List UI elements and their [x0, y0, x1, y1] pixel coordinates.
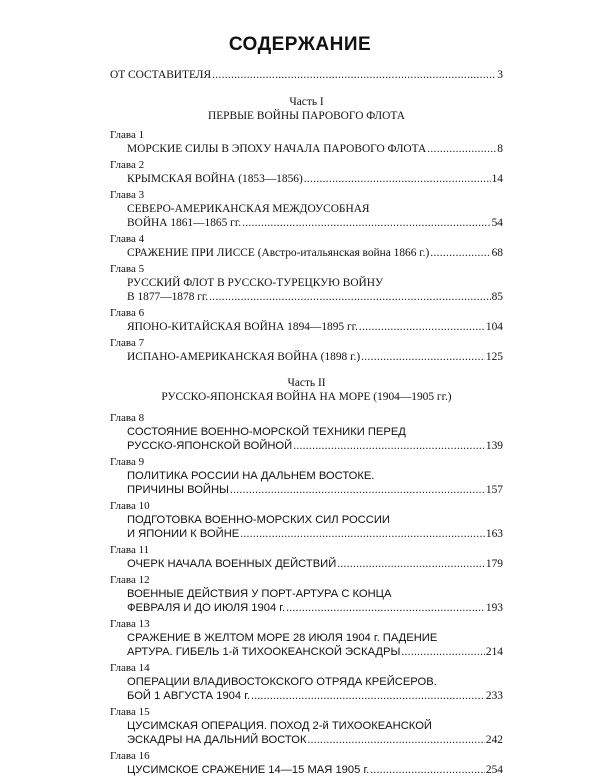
- toc-entry-page: 193: [485, 602, 503, 614]
- toc-entry-page: 163: [485, 528, 503, 540]
- toc-entry-text: БОЙ 1 АВГУСТА 1904 г.: [127, 690, 251, 702]
- leader-dots: [337, 557, 485, 571]
- toc-entry-line: [127, 216, 503, 230]
- part-title: ПЕРВЫЕ ВОЙНЫ ПАРОВОГО ФЛОТА: [208, 110, 405, 122]
- leader-dots: [361, 350, 485, 364]
- toc-entry-page: 139: [485, 440, 503, 452]
- toc-entry-page: 254: [485, 764, 503, 776]
- toc-entry-text: ВОЕННЫЕ ДЕЙСТВИЯ У ПОРТ-АРТУРА С КОНЦА: [127, 588, 392, 600]
- toc-entry[interactable]: [110, 631, 503, 659]
- chapter-label: Глава 8: [110, 412, 145, 424]
- toc-entry-page: 214: [485, 646, 503, 658]
- toc-entry-text: ОПЕРАЦИИ ВЛАДИВОСТОКСКОГО ОТРЯДА КРЕЙСЕРОВ.: [127, 676, 437, 688]
- toc-entry-line: [127, 601, 503, 615]
- leader-dots: [209, 290, 490, 304]
- toc-entry-line: [127, 483, 503, 497]
- toc-entry-line: [127, 290, 503, 304]
- toc-entry-text: ЭСКАДРЫ НА ДАЛЬНИЙ ВОСТОК: [127, 734, 307, 746]
- toc-entry-text: И ЯПОНИИ К ВОЙНЕ: [127, 528, 240, 540]
- chapter-label: Глава 5: [110, 263, 145, 275]
- toc-entry-page: 157: [485, 484, 503, 496]
- toc-entry-text: РУССКО-ЯПОНСКОЙ ВОЙНОЙ: [127, 440, 293, 452]
- toc-entry[interactable]: [110, 557, 503, 571]
- toc-entry[interactable]: [110, 513, 503, 541]
- toc-entry[interactable]: [110, 425, 503, 453]
- toc-entry-line: [127, 557, 503, 571]
- toc-entry[interactable]: [110, 763, 503, 777]
- toc-entry[interactable]: [110, 202, 503, 230]
- leader-dots: [293, 439, 485, 453]
- leader-dots: [230, 483, 485, 497]
- chapter-label: Глава 6: [110, 307, 145, 319]
- leader-dots: [240, 527, 485, 541]
- toc-entry-page: 242: [485, 734, 503, 746]
- toc-entry-line: [127, 246, 503, 260]
- toc-entry-text: ЦУСИМСКОЕ СРАЖЕНИЕ 14—15 МАЯ 1905 г.: [127, 764, 370, 776]
- toc-entry-line: [127, 142, 503, 156]
- toc-entry-page: 104: [485, 321, 503, 333]
- toc-entry[interactable]: [110, 246, 503, 260]
- toc-part-1: [110, 95, 503, 364]
- chapter-label: Глава 16: [110, 750, 150, 762]
- toc-entry-text: В 1877—1878 гг.: [127, 291, 209, 303]
- leader-dots: [307, 733, 484, 747]
- toc-entry-text: ФЕВРАЛЯ И ДО ИЮЛЯ 1904 г.: [127, 602, 286, 614]
- toc-entry-line: [127, 350, 503, 364]
- toc-entry-text: ОТ СОСТАВИТЕЛЯ: [110, 69, 212, 81]
- part-label: Часть I: [289, 96, 324, 108]
- toc-entry-text: РУССКИЙ ФЛОТ В РУССКО-ТУРЕЦКУЮ ВОЙНУ: [127, 277, 384, 289]
- toc-entry-text: МОРСКИЕ СИЛЫ В ЭПОХУ НАЧАЛА ПАРОВОГО ФЛОТА: [127, 143, 427, 155]
- toc-entry-text: КРЫМСКАЯ ВОЙНА (1853—1856): [127, 173, 303, 185]
- chapter-label: Глава 4: [110, 233, 145, 245]
- part-title: РУССКО-ЯПОНСКАЯ ВОЙНА НА МОРЕ (1904—1905 гг.): [161, 391, 452, 403]
- chapter-label: Глава 12: [110, 574, 150, 586]
- toc-entry-page: 125: [485, 351, 503, 363]
- toc-part-2: [110, 376, 503, 777]
- toc-entry-text: СРАЖЕНИЕ ПРИ ЛИССЕ (Австро-итальянская война 1866 г.): [127, 247, 430, 259]
- toc-entry-text: ЦУСИМСКАЯ ОПЕРАЦИЯ. ПОХОД 2-й ТИХООКЕАНСКОЙ: [127, 720, 432, 732]
- chapter-label: Глава 13: [110, 618, 150, 630]
- leader-dots: [304, 172, 491, 186]
- toc-entry-page: 68: [491, 247, 503, 259]
- leader-dots: [370, 763, 485, 777]
- toc-entry-line: [127, 689, 503, 703]
- toc-entry-front[interactable]: [110, 68, 503, 82]
- toc-entry[interactable]: [110, 350, 503, 364]
- chapter-label: Глава 15: [110, 706, 150, 718]
- toc-entry-page: 85: [491, 291, 503, 303]
- leader-dots: [251, 689, 485, 703]
- toc-entry-line: [127, 527, 503, 541]
- toc-entry-line: [127, 172, 503, 186]
- toc-entry-page: 54: [491, 217, 503, 229]
- toc-entry[interactable]: [110, 469, 503, 497]
- chapter-label: Глава 11: [110, 544, 150, 556]
- leader-dots: [401, 645, 485, 659]
- toc-entry-text: ЯПОНО-КИТАЙСКАЯ ВОЙНА 1894—1895 гг.: [127, 321, 358, 333]
- toc-parts: [110, 95, 503, 777]
- toc-entry-page: 3: [497, 69, 503, 81]
- toc-entry-text: СОСТОЯНИЕ ВОЕННО-МОРСКОЙ ТЕХНИКИ ПЕРЕД: [127, 426, 406, 438]
- leader-dots: [212, 68, 496, 82]
- toc-entry-page: 14: [491, 173, 503, 185]
- chapter-label: Глава 2: [110, 159, 145, 171]
- chapter-label: Глава 3: [110, 189, 145, 201]
- toc-entry[interactable]: [110, 719, 503, 747]
- chapter-label: Глава 1: [110, 129, 145, 141]
- chapter-label: Глава 10: [110, 500, 150, 512]
- toc-entry-page: 179: [485, 558, 503, 570]
- toc-entry-text: СЕВЕРО-АМЕРИКАНСКАЯ МЕЖДОУСОБНАЯ: [127, 203, 370, 215]
- toc-entry-text: АРТУРА. ГИБЕЛЬ 1-й ТИХООКЕАНСКОЙ ЭСКАДРЫ: [127, 646, 401, 658]
- toc-entry-line: [127, 439, 503, 453]
- toc-entry-text: ПОЛИТИКА РОССИИ НА ДАЛЬНЕМ ВОСТОКЕ.: [127, 470, 375, 482]
- part-heading: [110, 95, 503, 123]
- toc-entry-text: ОЧЕРК НАЧАЛА ВОЕННЫХ ДЕЙСТВИЙ: [127, 558, 337, 570]
- toc-entry[interactable]: [110, 587, 503, 615]
- chapter-label: Глава 7: [110, 337, 145, 349]
- toc-entry[interactable]: [110, 172, 503, 186]
- toc-entry[interactable]: [110, 675, 503, 703]
- toc-entry[interactable]: [110, 276, 503, 304]
- toc-entry-page: 8: [497, 143, 503, 155]
- toc-entry-text: ВОЙНА 1861—1865 гг.: [127, 217, 242, 229]
- leader-dots: [286, 601, 485, 615]
- toc-entry[interactable]: [110, 320, 503, 334]
- leader-dots: [359, 320, 485, 334]
- toc-entry-line: [127, 733, 503, 747]
- table-of-contents: [110, 68, 503, 777]
- chapter-label: Глава 9: [110, 456, 145, 468]
- toc-entry-line: [127, 645, 503, 659]
- leader-dots: [427, 142, 496, 156]
- toc-entry-line: [127, 763, 503, 777]
- chapter-label: Глава 14: [110, 662, 150, 674]
- toc-entry-line: [127, 320, 503, 334]
- toc-entry[interactable]: [110, 142, 503, 156]
- toc-entry-text: ПРИЧИНЫ ВОЙНЫ: [127, 484, 229, 496]
- part-label: Часть II: [287, 377, 326, 389]
- toc-entry-text: ПОДГОТОВКА ВОЕННО-МОРСКИХ СИЛ РОССИИ: [127, 514, 390, 526]
- toc-entry-text: ИСПАНО-АМЕРИКАНСКАЯ ВОЙНА (1898 г.): [127, 351, 361, 363]
- leader-dots: [242, 216, 491, 230]
- leader-dots: [430, 246, 490, 260]
- part-heading: [110, 376, 503, 404]
- toc-entry-text: СРАЖЕНИЕ В ЖЕЛТОМ МОРЕ 28 ИЮЛЯ 1904 г. ПАДЕНИЕ: [127, 632, 438, 644]
- page-title: СОДЕРЖАНИЕ: [228, 34, 372, 55]
- toc-entry-page: 233: [485, 690, 503, 702]
